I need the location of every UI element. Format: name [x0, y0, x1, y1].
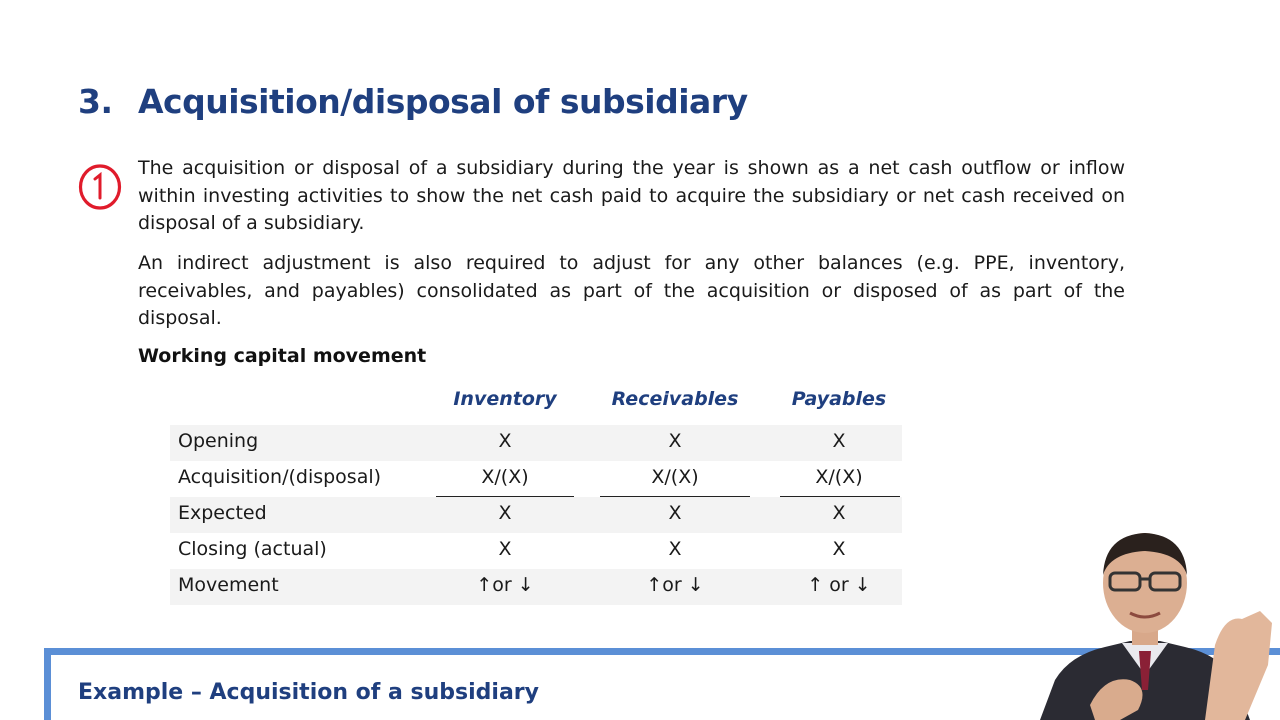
table-cell: X — [832, 502, 846, 524]
section-title: Acquisition/disposal of subsidiary — [138, 82, 748, 121]
table-cell: X — [832, 430, 846, 452]
table-cell: ↑or ↓ — [476, 574, 534, 596]
row-label: Closing (actual) — [178, 538, 327, 560]
table-cell: X/(X) — [651, 466, 699, 488]
column-header-inventory: Inventory — [453, 388, 557, 410]
table-cell: X/(X) — [815, 466, 863, 488]
table-cell: ↑or ↓ — [646, 574, 704, 596]
table-cell: X — [668, 538, 682, 560]
table-cell: X/(X) — [481, 466, 529, 488]
table-row-acquisition-disposal — [170, 461, 902, 497]
table-cell: ↑ or ↓ — [807, 574, 871, 596]
row-label: Opening — [178, 430, 259, 452]
table-cell: X — [668, 430, 682, 452]
example-title: Example – Acquisition of a subsidiary — [78, 680, 539, 705]
table-cell: X — [498, 538, 512, 560]
table-row-opening — [170, 425, 902, 461]
working-capital-table — [170, 382, 902, 608]
row-label: Expected — [178, 502, 267, 524]
row-label: Acquisition/(disposal) — [178, 466, 382, 488]
slide-title — [78, 82, 748, 126]
table-cell: X — [498, 502, 512, 524]
table-row-movement — [170, 569, 902, 605]
column-header-payables: Payables — [791, 388, 887, 410]
table-row-closing — [170, 533, 902, 569]
working-capital-heading: Working capital movement — [138, 345, 427, 367]
section-number: 3. — [78, 82, 113, 121]
circled-number-annotation-icon — [78, 162, 122, 210]
table-cell: X — [832, 538, 846, 560]
column-header-receivables: Receivables — [611, 388, 739, 410]
table-cell: X — [498, 430, 512, 452]
paragraph-1: The acquisition or disposal of a subsidiary during the year is shown as a net cash outflow or inflow within investing activities to show the net cash paid to acquire the subsidiary or net cash received on disposal of a subsidiary. — [138, 157, 1125, 234]
paragraph-2: An indirect adjustment is also required to adjust for any other balances (e.g. PPE, inventory, receivables, and payables) consolidated as part of the acquisition or disposed of as part of the disposal. — [138, 252, 1125, 329]
table-cell: X — [668, 502, 682, 524]
presenter-video-image — [1010, 515, 1280, 720]
row-label: Movement — [178, 574, 279, 596]
table-row-expected — [170, 497, 902, 533]
